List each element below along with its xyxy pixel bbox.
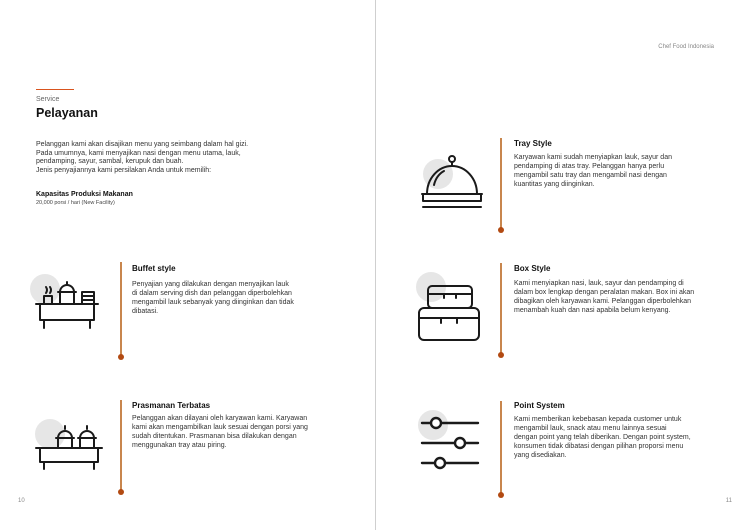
brand-header: Chef Food Indonesia — [658, 44, 714, 50]
tray-description: Karyawan kami sudah menyiapkan lauk, sayur dan pendamping di atas tray. Pelanggan hanya perlu mengambil satu tray dan mengambil nasi dengan kuantitas yang diinginkan. — [514, 154, 672, 188]
right-page — [376, 0, 750, 530]
box-title: Box Style — [514, 264, 551, 273]
accent-rule — [36, 89, 74, 90]
capacity-label: Kapasitas Produksi Makanan — [36, 191, 133, 198]
prasmanan-timeline — [120, 400, 122, 492]
buffet-description: Penyajian yang dilakukan dengan menyajikan lauk di dalam serving dish dan pelanggan diperbolehkan mengambil lauk sebanyak yang diinginkan dan tidak dibatasi. — [132, 281, 294, 315]
buffet-timeline — [120, 262, 122, 357]
food-box-icon — [414, 270, 484, 346]
prasmanan-description: Pelanggan akan dilayani oleh karyawan kami. Karyawan kami akan mengambilkan lauk sesuai dengan porsi yang sudah ditentukan. Prasmanan bisa dilakukan dengan menggunakan tray atau piring. — [132, 415, 308, 449]
page-title: Pelayanan — [36, 106, 98, 120]
cloche-icon — [416, 152, 486, 216]
page-number-right: 11 — [725, 498, 732, 504]
buffet-title: Buffet style — [132, 264, 176, 273]
point-title: Point System — [514, 401, 565, 410]
point-timeline — [500, 401, 502, 495]
tray-timeline — [500, 138, 502, 230]
section-eyebrow: Service — [36, 96, 60, 103]
prasmanan-title: Prasmanan Terbatas — [132, 401, 211, 410]
sliders-icon — [416, 405, 486, 473]
page-number-left: 10 — [18, 498, 25, 504]
capacity-value: 20,000 porsi / hari (New Facility) — [36, 200, 115, 206]
box-timeline — [500, 263, 502, 355]
box-description: Kami menyiapkan nasi, lauk, sayur dan pendamping di dalam box lengkap dengan peralatan makan. Box ini akan dibagikan oleh karyawan kami. Pelanggan diperbolehkan menambah kuah dan nasi apabila belum kenyang. — [514, 280, 695, 314]
tray-title: Tray Style — [514, 139, 552, 148]
chafing-dish-icon — [30, 412, 106, 472]
point-description: Kami memberikan kebebasan kepada customer untuk mengambil lauk, snack atau menu lainnya sesuai dengan point yang telah diberikan. Dengan point system, konsumen tidak dibatasi dengan pilihan proporsi menu yang disediakan. — [514, 416, 691, 459]
buffet-icon — [30, 270, 106, 330]
intro-paragraph: Pelanggan kami akan disajikan menu yang seimbang dalam hal gizi. Pada umumnya, kami menyajikan nasi dengan menu utama, lauk, pendamping, sayur, sambal, kerupuk dan buah. Jenis penyajiannya kami persilakan Anda untuk memilih: — [36, 141, 249, 174]
